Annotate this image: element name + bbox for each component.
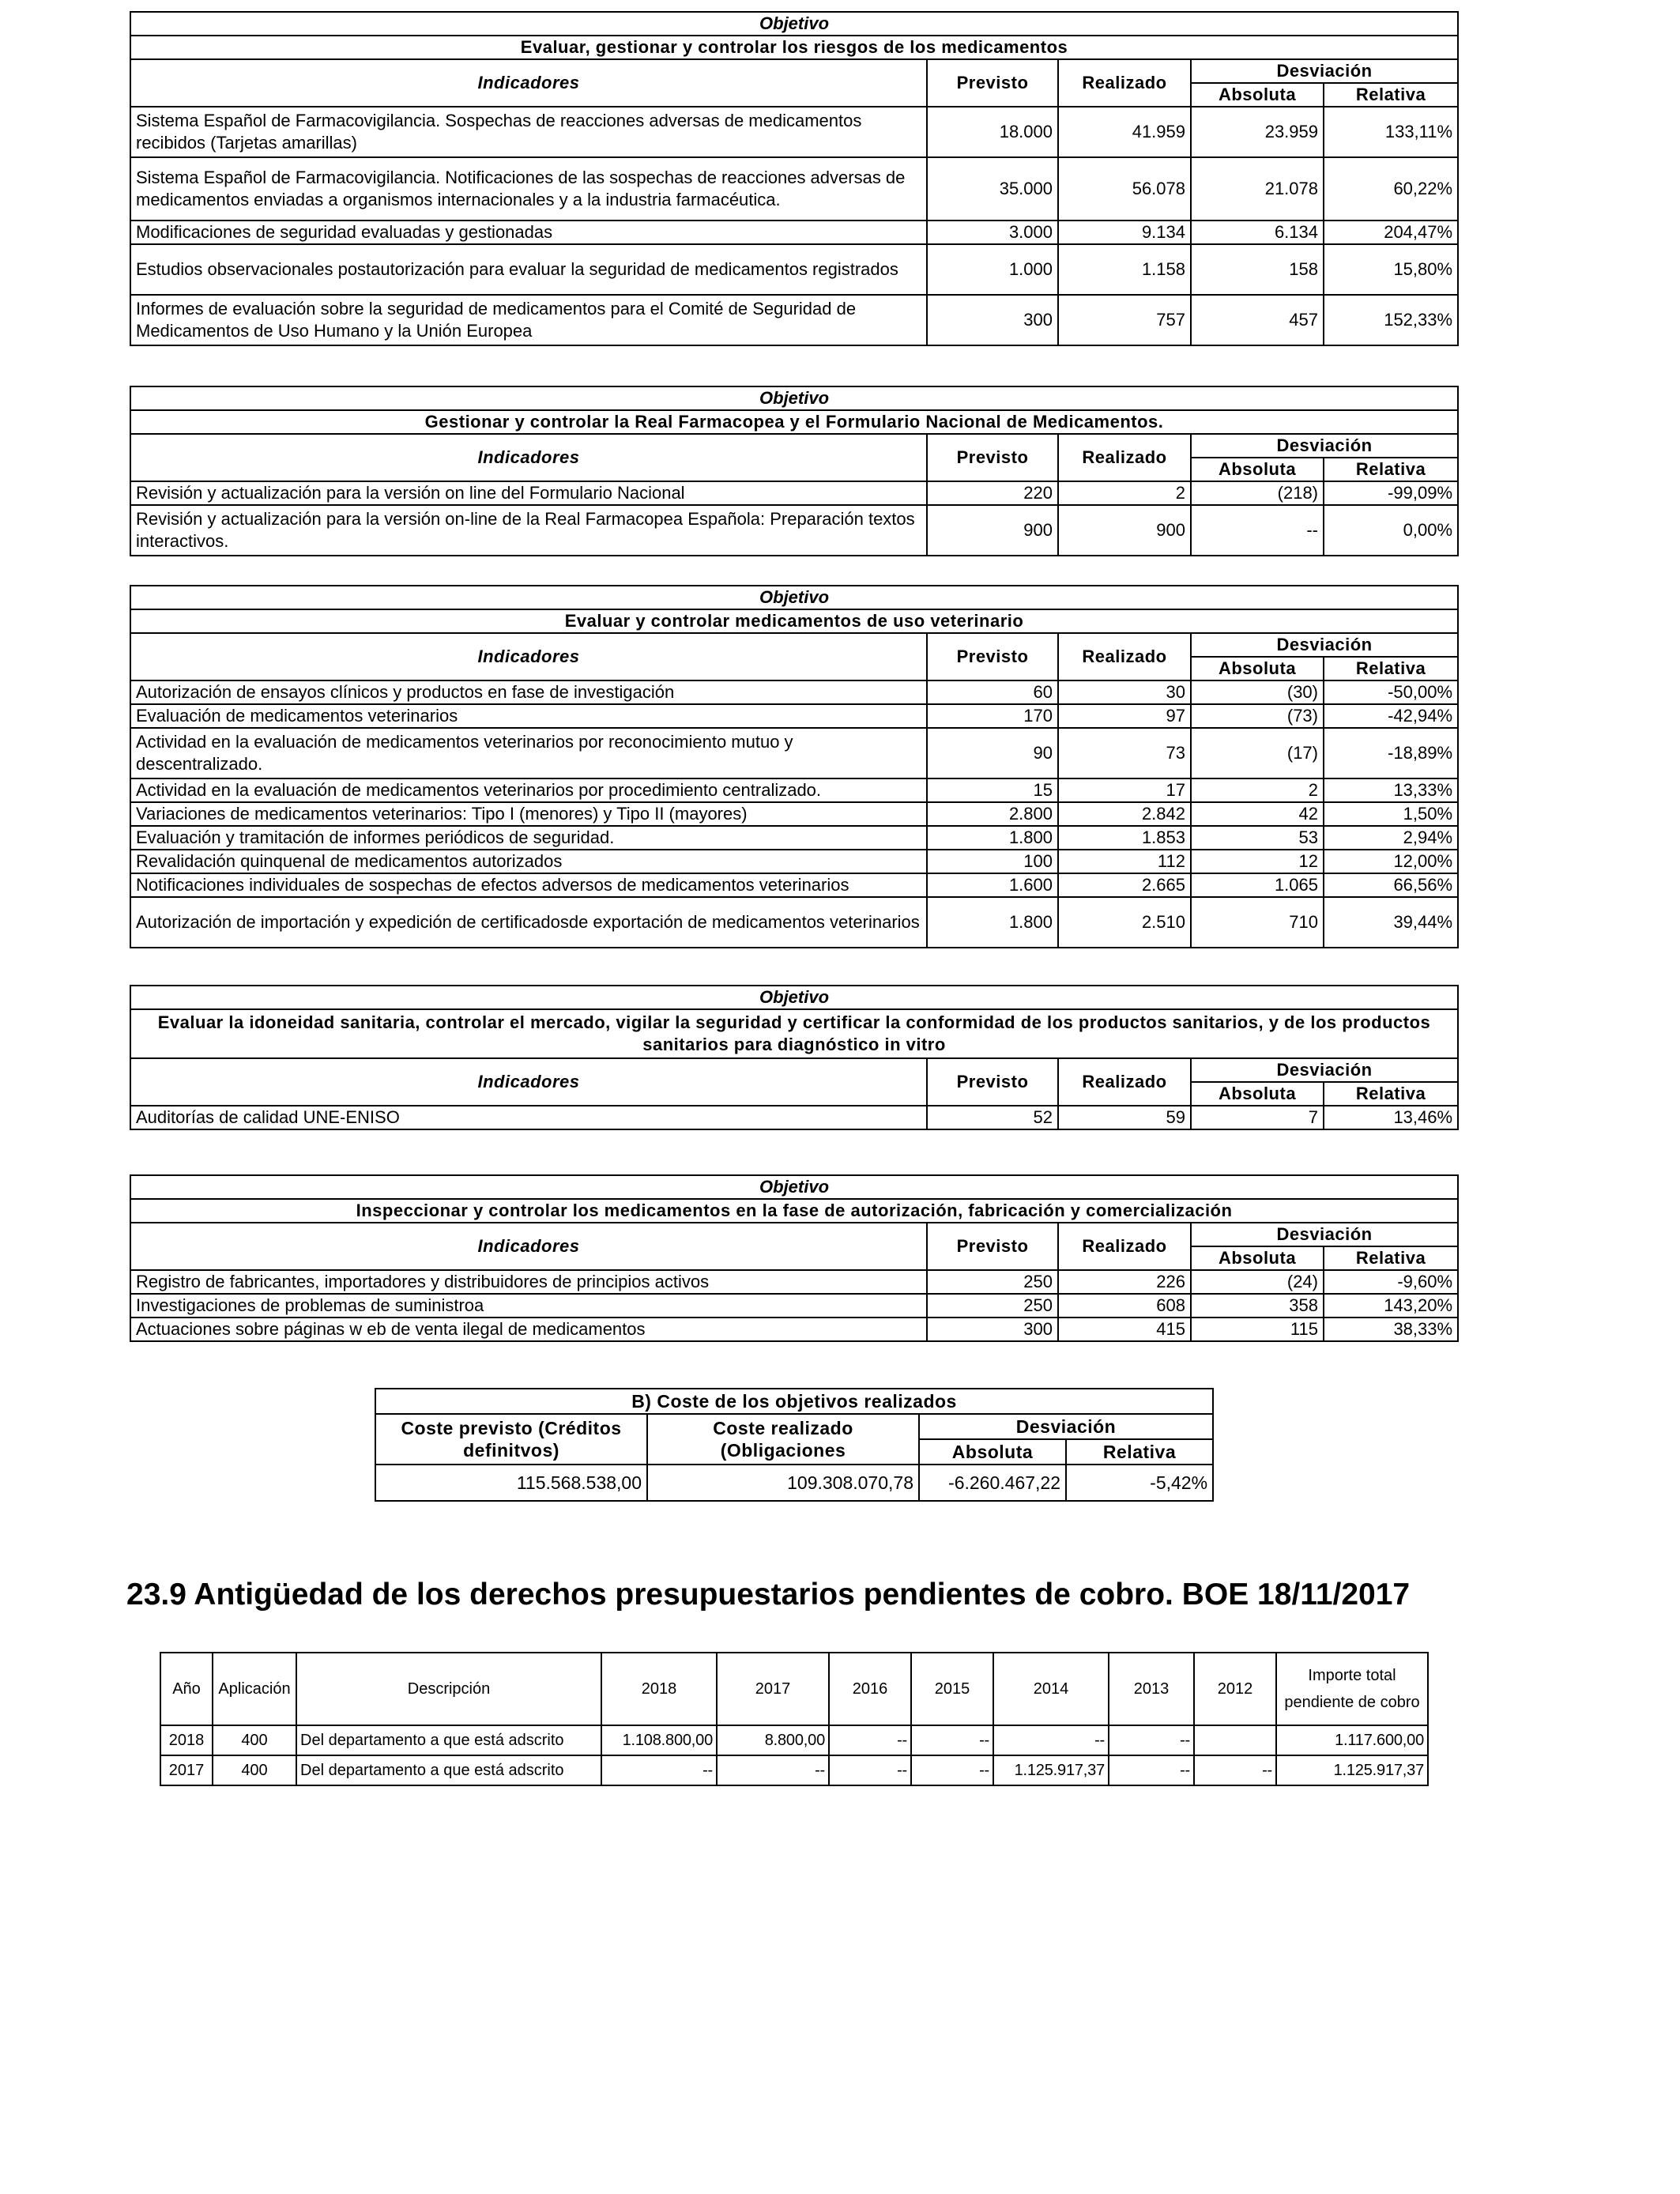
- indicator-description: Notificaciones individuales de sospechas de efectos adversos de medicamentos veterinarios: [130, 873, 927, 897]
- indicator-description: Revisión y actualización para la versión on-line de la Real Farmacopea Española: Preparación textos interactivos.: [130, 505, 927, 556]
- objective-title: Evaluar, gestionar y controlar los riesgos de los medicamentos: [130, 36, 1458, 59]
- indicator-realizado: 2.510: [1058, 897, 1191, 948]
- indicator-row: [130, 1294, 1458, 1318]
- absoluta-header: Absoluta: [1191, 458, 1324, 481]
- cost-previsto-header-line2: definitvos): [463, 1440, 559, 1461]
- indicator-previsto: 250: [927, 1270, 1058, 1294]
- indicator-realizado: 608: [1058, 1294, 1191, 1318]
- indicator-absoluta: 710: [1191, 897, 1324, 948]
- indicator-absoluta: 23.959: [1191, 107, 1324, 157]
- indicator-description: Variaciones de medicamentos veterinarios: Tipo I (menores) y Tipo II (mayores): [130, 802, 927, 826]
- indicator-description: Evaluación y tramitación de informes periódicos de seguridad.: [130, 826, 927, 850]
- indicator-realizado: 59: [1058, 1106, 1191, 1129]
- indicator-realizado: 9.134: [1058, 221, 1191, 244]
- pending-header-2018: 2018: [601, 1653, 717, 1725]
- objective-label: Objetivo: [130, 1175, 1458, 1199]
- indicator-realizado: 1.853: [1058, 826, 1191, 850]
- indicator-row: [130, 107, 1458, 157]
- cost-realizado-header-line1: Coste realizado: [713, 1418, 853, 1438]
- indicator-relativa: -18,89%: [1324, 728, 1458, 778]
- indicator-relativa: 1,50%: [1324, 802, 1458, 826]
- pending-cell-total: 1.125.917,37: [1276, 1755, 1428, 1785]
- indicator-realizado: 30: [1058, 680, 1191, 704]
- indicator-absoluta: 7: [1191, 1106, 1324, 1129]
- indicator-row: [130, 802, 1458, 826]
- realizado-header: Realizado: [1058, 59, 1191, 107]
- pending-cell-y2018: 1.108.800,00: [601, 1725, 717, 1755]
- pending-header-2015: 2015: [911, 1653, 993, 1725]
- indicator-realizado: 415: [1058, 1318, 1191, 1341]
- indicator-relativa: 13,33%: [1324, 778, 1458, 802]
- pending-cell-aplicacion: 400: [213, 1725, 296, 1755]
- objective-title: Evaluar y controlar medicamentos de uso veterinario: [130, 609, 1458, 633]
- pending-header-descripcion: Descripción: [296, 1653, 601, 1725]
- indicadores-header: Indicadores: [130, 1223, 927, 1270]
- cost-absoluta-header: Absoluta: [919, 1439, 1066, 1465]
- objective-table: [130, 985, 1459, 1130]
- indicator-previsto: 15: [927, 778, 1058, 802]
- pending-header-anio: Año: [160, 1653, 213, 1725]
- indicator-relativa: 38,33%: [1324, 1318, 1458, 1341]
- objective-label: Objetivo: [130, 12, 1458, 36]
- indicator-absoluta: (30): [1191, 680, 1324, 704]
- indicator-relativa: 66,56%: [1324, 873, 1458, 897]
- indicator-previsto: 1.000: [927, 244, 1058, 295]
- cost-title: B) Coste de los objetivos realizados: [375, 1389, 1213, 1414]
- desviacion-header: Desviación: [1191, 1223, 1458, 1246]
- indicator-previsto: 100: [927, 850, 1058, 873]
- cost-relativa-header: Relativa: [1066, 1439, 1213, 1465]
- indicator-previsto: 1.600: [927, 873, 1058, 897]
- desviacion-header: Desviación: [1191, 1058, 1458, 1082]
- cost-desviacion-header: Desviación: [919, 1414, 1213, 1439]
- indicator-previsto: 60: [927, 680, 1058, 704]
- absoluta-header: Absoluta: [1191, 1082, 1324, 1106]
- objective-table: [130, 585, 1459, 948]
- indicator-description: Autorización de importación y expedición de certificadosde exportación de medicamentos veterinarios: [130, 897, 927, 948]
- desviacion-header: Desviación: [1191, 59, 1458, 83]
- objective-label: Objetivo: [130, 986, 1458, 1009]
- indicator-relativa: 2,94%: [1324, 826, 1458, 850]
- indicator-relativa: 12,00%: [1324, 850, 1458, 873]
- indicator-previsto: 900: [927, 505, 1058, 556]
- indicadores-header: Indicadores: [130, 59, 927, 107]
- indicator-realizado: 97: [1058, 704, 1191, 728]
- previsto-header: Previsto: [927, 1058, 1058, 1106]
- pending-cell-y2014: --: [993, 1725, 1109, 1755]
- pending-cell-y2012: [1194, 1725, 1276, 1755]
- indicator-row: [130, 505, 1458, 556]
- objective-title: Evaluar la idoneidad sanitaria, controlar el mercado, vigilar la seguridad y certificar la conformidad de los productos sanitarios, y de los productos sanitarios para diagnóstico in vitro: [130, 1009, 1458, 1058]
- desviacion-header: Desviación: [1191, 633, 1458, 657]
- absoluta-header: Absoluta: [1191, 1246, 1324, 1270]
- pending-cell-y2017: 8.800,00: [717, 1725, 829, 1755]
- indicator-absoluta: 158: [1191, 244, 1324, 295]
- indicator-relativa: 15,80%: [1324, 244, 1458, 295]
- pending-header-2012: 2012: [1194, 1653, 1276, 1725]
- indicator-row: [130, 244, 1458, 295]
- indicator-row: [130, 680, 1458, 704]
- pending-header-total: [1276, 1653, 1428, 1725]
- pending-table: [160, 1652, 1429, 1786]
- section-heading: 23.9 Antigüedad de los derechos presupuestarios pendientes de cobro. BOE 18/11/2017: [126, 1578, 1411, 1612]
- objective-table: [130, 1174, 1459, 1342]
- realizado-header: Realizado: [1058, 1058, 1191, 1106]
- indicator-realizado: 2.665: [1058, 873, 1191, 897]
- pending-cell-y2012: --: [1194, 1755, 1276, 1785]
- pending-cell-y2018: --: [601, 1755, 717, 1785]
- cost-previsto-header: [375, 1414, 647, 1465]
- indicator-relativa: 0,00%: [1324, 505, 1458, 556]
- previsto-header: Previsto: [927, 633, 1058, 680]
- indicator-previsto: 1.800: [927, 826, 1058, 850]
- indicator-realizado: 73: [1058, 728, 1191, 778]
- indicator-row: [130, 826, 1458, 850]
- cost-previsto-value: 115.568.538,00: [375, 1465, 647, 1501]
- pending-cell-anio: 2017: [160, 1755, 213, 1785]
- indicator-description: Actividad en la evaluación de medicamentos veterinarios por reconocimiento mutuo y descentralizado.: [130, 728, 927, 778]
- indicator-absoluta: (73): [1191, 704, 1324, 728]
- cost-realizado-header: [647, 1414, 919, 1465]
- indicator-absoluta: 358: [1191, 1294, 1324, 1318]
- indicator-relativa: 60,22%: [1324, 157, 1458, 221]
- indicator-previsto: 220: [927, 481, 1058, 505]
- indicator-realizado: 1.158: [1058, 244, 1191, 295]
- objective-title: Inspeccionar y controlar los medicamentos en la fase de autorización, fabricación y comercialización: [130, 1199, 1458, 1223]
- indicator-row: [130, 778, 1458, 802]
- indicator-description: Registro de fabricantes, importadores y distribuidores de principios activos: [130, 1270, 927, 1294]
- indicator-description: Informes de evaluación sobre la seguridad de medicamentos para el Comité de Seguridad de Medicamentos de Uso Humano y la Unión Europea: [130, 295, 927, 345]
- indicator-relativa: -9,60%: [1324, 1270, 1458, 1294]
- indicator-absoluta: 115: [1191, 1318, 1324, 1341]
- indicator-realizado: 757: [1058, 295, 1191, 345]
- previsto-header: Previsto: [927, 59, 1058, 107]
- indicator-row: [130, 1106, 1458, 1129]
- previsto-header: Previsto: [927, 434, 1058, 481]
- objective-title: Gestionar y controlar la Real Farmacopea y el Formulario Nacional de Medicamentos.: [130, 410, 1458, 434]
- relativa-header: Relativa: [1324, 657, 1458, 680]
- pending-cell-aplicacion: 400: [213, 1755, 296, 1785]
- indicator-realizado: 2.842: [1058, 802, 1191, 826]
- indicator-row: [130, 157, 1458, 221]
- indicator-description: Estudios observacionales postautorización para evaluar la seguridad de medicamentos registrados: [130, 244, 927, 295]
- pending-header-2016: 2016: [829, 1653, 911, 1725]
- indicator-absoluta: 53: [1191, 826, 1324, 850]
- pending-header-2017: 2017: [717, 1653, 829, 1725]
- previsto-header: Previsto: [927, 1223, 1058, 1270]
- realizado-header: Realizado: [1058, 1223, 1191, 1270]
- indicator-previsto: 1.800: [927, 897, 1058, 948]
- indicator-absoluta: (24): [1191, 1270, 1324, 1294]
- absoluta-header: Absoluta: [1191, 83, 1324, 107]
- indicator-row: [130, 481, 1458, 505]
- relativa-header: Relativa: [1324, 1082, 1458, 1106]
- objective-label: Objetivo: [130, 386, 1458, 410]
- indicator-realizado: 112: [1058, 850, 1191, 873]
- indicadores-header: Indicadores: [130, 1058, 927, 1106]
- pending-cell-y2013: --: [1109, 1725, 1194, 1755]
- indicator-row: [130, 704, 1458, 728]
- pending-header-2014: 2014: [993, 1653, 1109, 1725]
- indicadores-header: Indicadores: [130, 633, 927, 680]
- indicator-description: Autorización de ensayos clínicos y productos en fase de investigación: [130, 680, 927, 704]
- pending-cell-y2015: --: [911, 1725, 993, 1755]
- indicator-realizado: 900: [1058, 505, 1191, 556]
- indicator-previsto: 170: [927, 704, 1058, 728]
- pending-header-2013: 2013: [1109, 1653, 1194, 1725]
- realizado-header: Realizado: [1058, 633, 1191, 680]
- indicator-absoluta: (17): [1191, 728, 1324, 778]
- indicator-absoluta: --: [1191, 505, 1324, 556]
- objective-label: Objetivo: [130, 586, 1458, 609]
- cost-realizado-value: 109.308.070,78: [647, 1465, 919, 1501]
- indicator-previsto: 35.000: [927, 157, 1058, 221]
- absoluta-header: Absoluta: [1191, 657, 1324, 680]
- realizado-header: Realizado: [1058, 434, 1191, 481]
- pending-cell-y2014: 1.125.917,37: [993, 1755, 1109, 1785]
- pending-cell-anio: 2018: [160, 1725, 213, 1755]
- cost-table: [375, 1388, 1214, 1502]
- objective-table: [130, 11, 1459, 346]
- indicator-previsto: 300: [927, 1318, 1058, 1341]
- indicator-realizado: 56.078: [1058, 157, 1191, 221]
- indicator-realizado: 226: [1058, 1270, 1191, 1294]
- indicator-absoluta: 6.134: [1191, 221, 1324, 244]
- indicator-row: [130, 221, 1458, 244]
- indicator-absoluta: (218): [1191, 481, 1324, 505]
- objective-table: [130, 386, 1459, 556]
- pending-cell-total: 1.117.600,00: [1276, 1725, 1428, 1755]
- cost-realizado-header-line2: (Obligaciones: [720, 1440, 846, 1461]
- relativa-header: Relativa: [1324, 83, 1458, 107]
- relativa-header: Relativa: [1324, 1246, 1458, 1270]
- indicator-relativa: -99,09%: [1324, 481, 1458, 505]
- indicator-absoluta: 2: [1191, 778, 1324, 802]
- indicator-absoluta: 12: [1191, 850, 1324, 873]
- pending-cell-descripcion: Del departamento a que está adscrito: [296, 1725, 601, 1755]
- indicator-row: [130, 728, 1458, 778]
- indicator-realizado: 41.959: [1058, 107, 1191, 157]
- pending-header-aplicacion: Aplicación: [213, 1653, 296, 1725]
- indicator-description: Auditorías de calidad UNE-ENISO: [130, 1106, 927, 1129]
- pending-row: [160, 1755, 1428, 1785]
- pending-row: [160, 1725, 1428, 1755]
- indicator-row: [130, 295, 1458, 345]
- indicator-description: Actuaciones sobre páginas w eb de venta ilegal de medicamentos: [130, 1318, 927, 1341]
- indicator-relativa: 39,44%: [1324, 897, 1458, 948]
- indicator-previsto: 18.000: [927, 107, 1058, 157]
- indicator-realizado: 17: [1058, 778, 1191, 802]
- indicator-description: Actividad en la evaluación de medicamentos veterinarios por procedimiento centralizado.: [130, 778, 927, 802]
- indicator-row: [130, 897, 1458, 948]
- indicator-row: [130, 873, 1458, 897]
- cost-relativa-value: -5,42%: [1066, 1465, 1213, 1501]
- indicator-absoluta: 1.065: [1191, 873, 1324, 897]
- pending-header-total-line1: Importe total: [1308, 1667, 1396, 1684]
- indicator-relativa: 152,33%: [1324, 295, 1458, 345]
- indicator-relativa: -42,94%: [1324, 704, 1458, 728]
- indicator-relativa: 143,20%: [1324, 1294, 1458, 1318]
- indicator-relativa: 133,11%: [1324, 107, 1458, 157]
- indicator-row: [130, 1270, 1458, 1294]
- pending-cell-y2016: --: [829, 1725, 911, 1755]
- indicator-relativa: 13,46%: [1324, 1106, 1458, 1129]
- cost-previsto-header-line1: Coste previsto (Créditos: [401, 1418, 622, 1438]
- indicator-previsto: 250: [927, 1294, 1058, 1318]
- indicator-description: Evaluación de medicamentos veterinarios: [130, 704, 927, 728]
- indicator-previsto: 3.000: [927, 221, 1058, 244]
- indicator-absoluta: 42: [1191, 802, 1324, 826]
- pending-cell-descripcion: Del departamento a que está adscrito: [296, 1755, 601, 1785]
- indicator-previsto: 90: [927, 728, 1058, 778]
- indicator-row: [130, 1318, 1458, 1341]
- indicator-description: Sistema Español de Farmacovigilancia. Notificaciones de las sospechas de reacciones adversas de medicamentos enviadas a organismos internacionales y a la industria farmacéutica.: [130, 157, 927, 221]
- indicator-relativa: -50,00%: [1324, 680, 1458, 704]
- indicadores-header: Indicadores: [130, 434, 927, 481]
- indicator-realizado: 2: [1058, 481, 1191, 505]
- indicator-description: Modificaciones de seguridad evaluadas y gestionadas: [130, 221, 927, 244]
- pending-cell-y2015: --: [911, 1755, 993, 1785]
- indicator-description: Revalidación quinquenal de medicamentos autorizados: [130, 850, 927, 873]
- indicator-row: [130, 850, 1458, 873]
- indicator-relativa: 204,47%: [1324, 221, 1458, 244]
- indicator-previsto: 2.800: [927, 802, 1058, 826]
- pending-cell-y2017: --: [717, 1755, 829, 1785]
- indicator-previsto: 300: [927, 295, 1058, 345]
- indicator-absoluta: 457: [1191, 295, 1324, 345]
- indicator-absoluta: 21.078: [1191, 157, 1324, 221]
- cost-absoluta-value: -6.260.467,22: [919, 1465, 1066, 1501]
- pending-header-total-line2: pendiente de cobro: [1284, 1694, 1420, 1711]
- pending-cell-y2016: --: [829, 1755, 911, 1785]
- desviacion-header: Desviación: [1191, 434, 1458, 458]
- indicator-previsto: 52: [927, 1106, 1058, 1129]
- pending-cell-y2013: --: [1109, 1755, 1194, 1785]
- relativa-header: Relativa: [1324, 458, 1458, 481]
- indicator-description: Revisión y actualización para la versión on line del Formulario Nacional: [130, 481, 927, 505]
- indicator-description: Sistema Español de Farmacovigilancia. Sospechas de reacciones adversas de medicamentos recibidos (Tarjetas amarillas): [130, 107, 927, 157]
- indicator-description: Investigaciones de problemas de suministroa: [130, 1294, 927, 1318]
